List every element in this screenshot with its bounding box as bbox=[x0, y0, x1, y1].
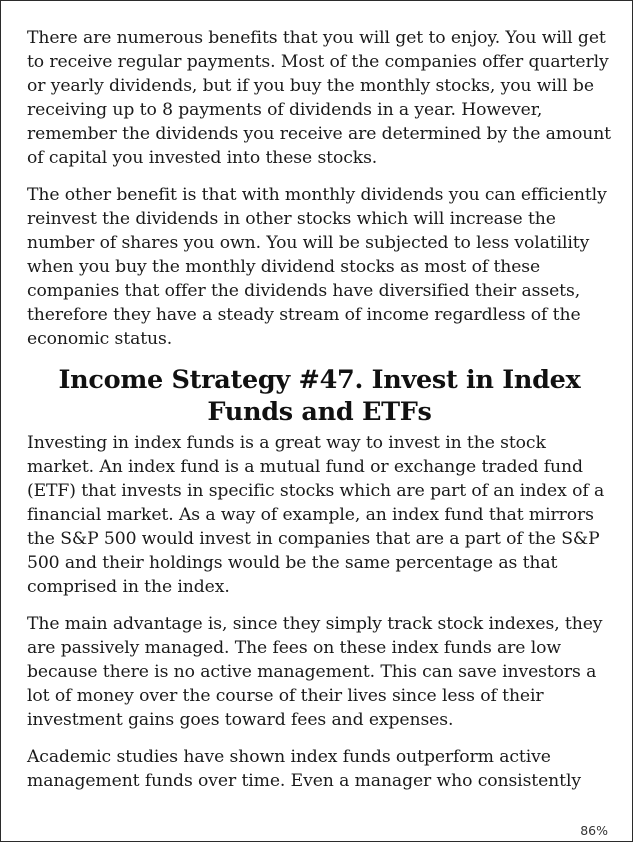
paragraph: The other benefit is that with monthly dividends you can efficiently reinvest the dividends in other stocks which will increase the number of shares you own. You will be subjected to less volatility when you buy the monthly dividend stocks as most of these companies that offer the dividends have diversified their assets, therefore they have a steady stream of income regardless of the economic status. bbox=[27, 185, 607, 349]
page-content bbox=[27, 26, 612, 806]
reading-progress-indicator: 86% bbox=[580, 823, 608, 838]
paragraph: Investing in index funds is a great way to invest in the stock market. An index fund is a mutual fund or exchange traded fund (ETF) that invests in specific stocks which are part of an index of a financial market. As a way of example, an index fund that mirrors the S&P 500 would invest in companies that are a part of the S&P 500 and their holdings would be the same percentage as that comprised in the index. bbox=[27, 433, 605, 597]
section-heading: Income Strategy #47. Invest in Index Funds and ETFs bbox=[58, 365, 581, 427]
paragraph: The main advantage is, since they simply track stock indexes, they are passively managed. The fees on these index funds are low because there is no active management. This can save investors a lot of money over the course of their lives since less of their investment gains goes toward fees and expenses. bbox=[27, 614, 603, 730]
paragraph: There are numerous benefits that you will get to enjoy. You will get to receive regular payments. Most of the companies offer quarterly or yearly dividends, but if you buy the monthly stocks, you will be receiving up to 8 payments of dividends in a year. However, remember the dividends you receive are determined by the amount of capital you invested into these stocks. bbox=[27, 28, 611, 168]
paragraph: Academic studies have shown index funds outperform active management funds over time. Even a manager who consistently bbox=[27, 747, 581, 791]
